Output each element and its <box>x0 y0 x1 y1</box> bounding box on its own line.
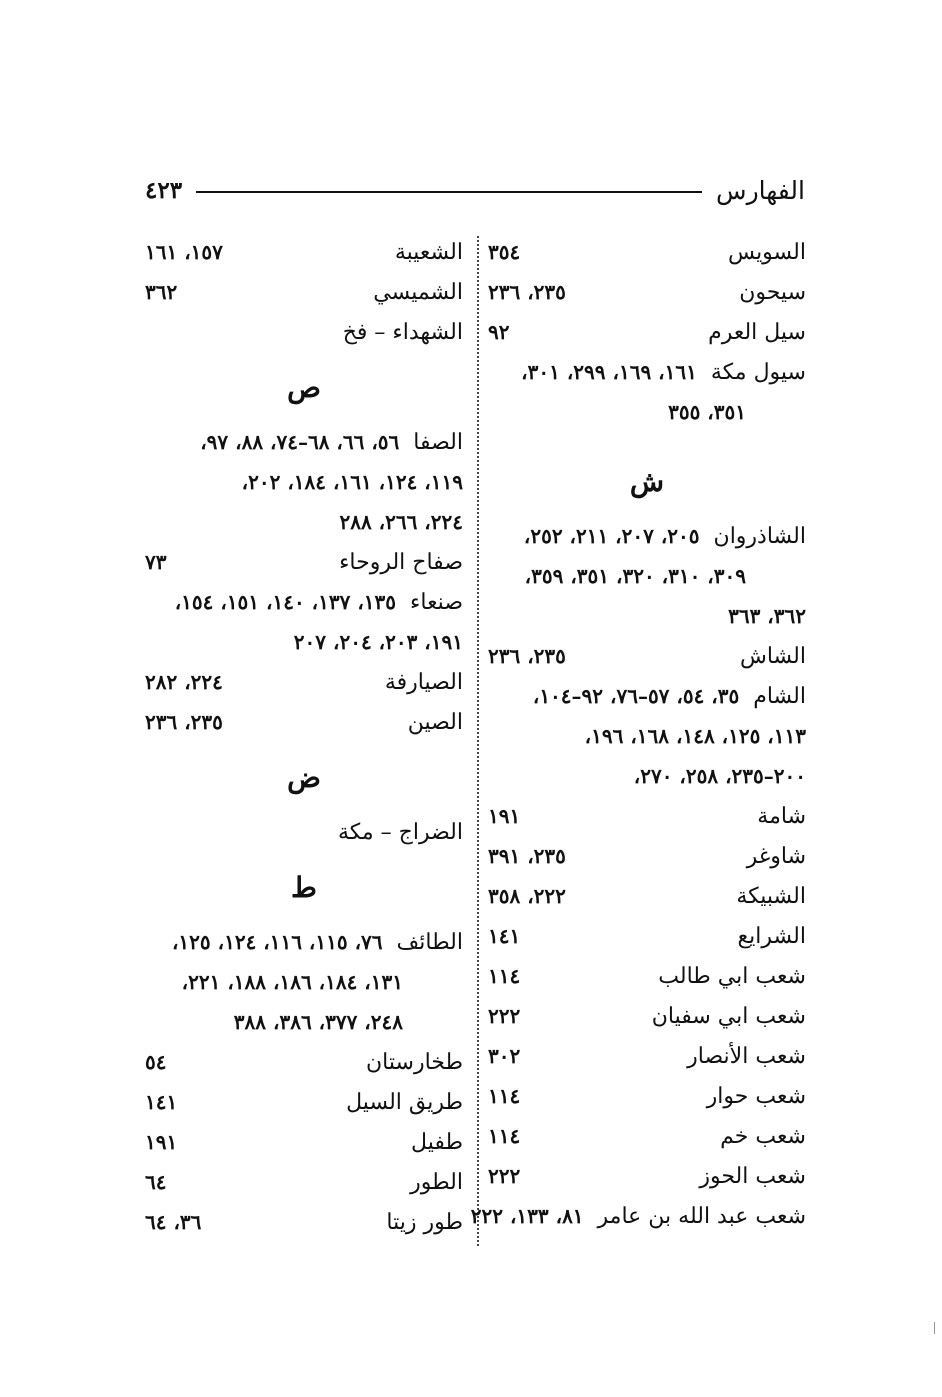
index-entry <box>145 542 463 582</box>
entry-name: الصفا <box>413 429 463 455</box>
index-entry <box>488 1116 806 1156</box>
entry-pages: ٧٦، ١١٥، ١١٦، ١٢٤، ١٢٥، <box>171 930 383 954</box>
index-entry <box>145 812 463 852</box>
entry-pages: ٣٦٢ <box>145 280 178 304</box>
index-entry <box>145 1162 463 1202</box>
index-entry <box>488 796 806 836</box>
index-entry <box>145 232 463 272</box>
index-entry <box>145 922 463 962</box>
entry-pages-continued: ١٩١، ٢٠٣، ٢٠٤، ٢٠٧ <box>293 630 463 654</box>
entry-pages-continued: ٢٤٨، ٣٧٧، ٣٨٦، ٣٨٨ <box>233 1010 403 1034</box>
entry-name: صنعاء <box>410 589 463 615</box>
entry-pages: ٢٢٢، ٣٥٨ <box>488 884 566 908</box>
index-entry <box>488 876 806 916</box>
entry-name: شعب خم <box>720 1123 806 1149</box>
section-letter-ta: ط <box>291 870 317 904</box>
index-column-left <box>145 232 463 1242</box>
entry-pages: ٣٦، ٦٤ <box>145 1210 202 1234</box>
scan-mark <box>934 1322 935 1334</box>
index-entry <box>488 516 806 556</box>
entry-pages: ٢٣٥، ٢٣٦ <box>488 280 566 304</box>
entry-pages: ٣٥٤ <box>488 240 521 264</box>
index-entry <box>145 272 463 312</box>
entry-pages: ٨١، ١٣٣، ٢٢٢ <box>470 1204 584 1228</box>
entry-name: الصين <box>407 709 463 735</box>
entry-name: سيحون <box>739 279 806 305</box>
entry-name: طفيل <box>411 1129 463 1155</box>
entry-pages: ٦٤ <box>145 1170 167 1194</box>
running-header <box>145 170 805 210</box>
section-letter-sad: ص <box>287 370 321 404</box>
index-entry <box>488 232 806 272</box>
entry-pages: ١١٤ <box>488 964 521 988</box>
entry-name: سيول مكة <box>710 359 806 385</box>
index-entry <box>145 312 463 352</box>
entry-name: الشام <box>753 683 806 709</box>
index-entry <box>145 1082 463 1122</box>
index-entry <box>488 352 806 392</box>
entry-pages: ٢٢٢ <box>488 1004 521 1028</box>
entry-pages: ١٤١ <box>488 924 521 948</box>
entry-pages: ١٣٥، ١٣٧، ١٤٠، ١٥١، ١٥٤، <box>174 590 397 614</box>
index-entry <box>488 916 806 956</box>
entry-pages: ٥٤ <box>145 1050 167 1074</box>
index-entry <box>488 956 806 996</box>
index-entry <box>488 1036 806 1076</box>
entry-name: سيل العرم <box>708 319 806 345</box>
entry-pages: ١١٤ <box>488 1124 521 1148</box>
index-entry <box>470 1196 806 1236</box>
entry-name: الصيارفة <box>384 669 463 695</box>
entry-name: شعب عبد الله بن عامر <box>597 1203 806 1229</box>
index-column-right <box>470 232 806 1236</box>
index-entry <box>488 272 806 312</box>
entry-pages: ٢٣٥، ٣٩١ <box>488 844 566 868</box>
index-entry <box>145 582 463 622</box>
entry-name: الطور <box>410 1169 463 1195</box>
entry-name: شعب ابي طالب <box>658 963 806 989</box>
section-letter-shin: ش <box>629 464 665 498</box>
index-entry <box>488 312 806 352</box>
entry-pages: ٣٠٢ <box>488 1044 521 1068</box>
entry-name: شعب الأنصار <box>687 1043 806 1069</box>
index-entry <box>488 1156 806 1196</box>
entry-name: الشاذروان <box>713 523 806 549</box>
entry-pages: ٩٢ <box>488 320 510 344</box>
entry-name: الشاش <box>740 643 806 669</box>
entry-pages-continued: ١١٣، ١٢٥، ١٤٨، ١٦٨، ١٩٦، <box>584 724 806 748</box>
entry-name: شاوغر <box>746 843 806 869</box>
index-entry <box>488 1076 806 1116</box>
entry-pages: ١٩١ <box>145 1130 178 1154</box>
entry-pages: ٢٣٥، ٢٣٦ <box>145 710 223 734</box>
header-title: الفهارس <box>716 175 805 205</box>
entry-name: الشعيبة <box>394 239 463 265</box>
entry-pages: ٣٥، ٥٤، ٥٧–٧٦، ٩٢–١٠٤، <box>532 684 740 708</box>
entry-pages: ١٥٧، ١٦١ <box>145 240 223 264</box>
header-rule <box>196 191 702 193</box>
index-entry <box>145 1202 463 1242</box>
index-entry <box>145 422 463 462</box>
entry-name: السويس <box>728 239 806 265</box>
column-divider <box>477 236 479 1246</box>
entry-pages-continued: ١٣١، ١٨٤، ١٨٦، ١٨٨، ٢٢١، <box>181 970 403 994</box>
entry-name: الطائف <box>396 929 463 955</box>
entry-pages: ٥٦، ٦٦، ٦٨–٧٤، ٨٨، ٩٧، <box>200 430 400 454</box>
index-entry <box>145 702 463 742</box>
entry-name: شعب ابي سفيان <box>651 1003 806 1029</box>
entry-pages: ١٦١، ١٦٩، ٢٩٩، ٣٠١، <box>521 360 697 384</box>
entry-pages-continued: ٢٠٠–٢٣٥، ٢٥٨، ٢٧٠، <box>633 764 806 788</box>
entry-name: صفاح الروحاء <box>339 549 463 575</box>
entry-name: الشبيكة <box>736 883 806 909</box>
entry-name: الشهداء – فخ <box>342 319 463 345</box>
index-entry <box>145 662 463 702</box>
entry-pages: ١٤١ <box>145 1090 178 1114</box>
entry-name: طريق السيل <box>346 1089 463 1115</box>
index-entry <box>145 1042 463 1082</box>
entry-pages: ١١٤ <box>488 1084 521 1108</box>
entry-pages-continued: ٣٠٩، ٣١٠، ٣٢٠، ٣٥١، ٣٥٩، <box>524 564 746 588</box>
index-entry <box>488 836 806 876</box>
entry-pages: ٧٣ <box>145 550 167 574</box>
entry-pages-continued: ٢٢٤، ٢٦٦، ٢٨٨ <box>339 510 463 534</box>
section-letter-dad: ض <box>287 760 321 794</box>
entry-pages: ٢٢٢ <box>488 1164 521 1188</box>
entry-pages: ١٩١ <box>488 804 521 828</box>
entry-pages: ٢٢٤، ٢٨٢ <box>145 670 223 694</box>
entry-name: شعب الحوز <box>699 1163 806 1189</box>
entry-name: الشرايع <box>737 923 806 949</box>
index-entry <box>488 676 806 716</box>
entry-pages-continued: ٣٥١، ٣٥٥ <box>668 400 746 424</box>
entry-pages-continued: ٣٦٢، ٣٦٣ <box>728 604 806 628</box>
entry-name: شعب حوار <box>706 1083 806 1109</box>
entry-pages-continued: ١١٩، ١٢٤، ١٦١، ١٨٤، ٢٠٢، <box>241 470 463 494</box>
entry-name: طور زيتا <box>386 1209 463 1235</box>
index-entry <box>488 996 806 1036</box>
entry-name: شامة <box>757 803 806 829</box>
index-entry <box>145 1122 463 1162</box>
entry-name: الشميسي <box>373 279 463 305</box>
entry-pages: ٢٣٥، ٢٣٦ <box>488 644 566 668</box>
entry-pages: ٢٠٥، ٢٠٧، ٢١١، ٢٥٢، <box>523 524 700 548</box>
entry-name: طخارستان <box>366 1049 463 1075</box>
entry-name: الضراج – مكة <box>337 819 463 845</box>
page-number: ٤٢٣ <box>145 176 183 204</box>
index-entry <box>488 636 806 676</box>
